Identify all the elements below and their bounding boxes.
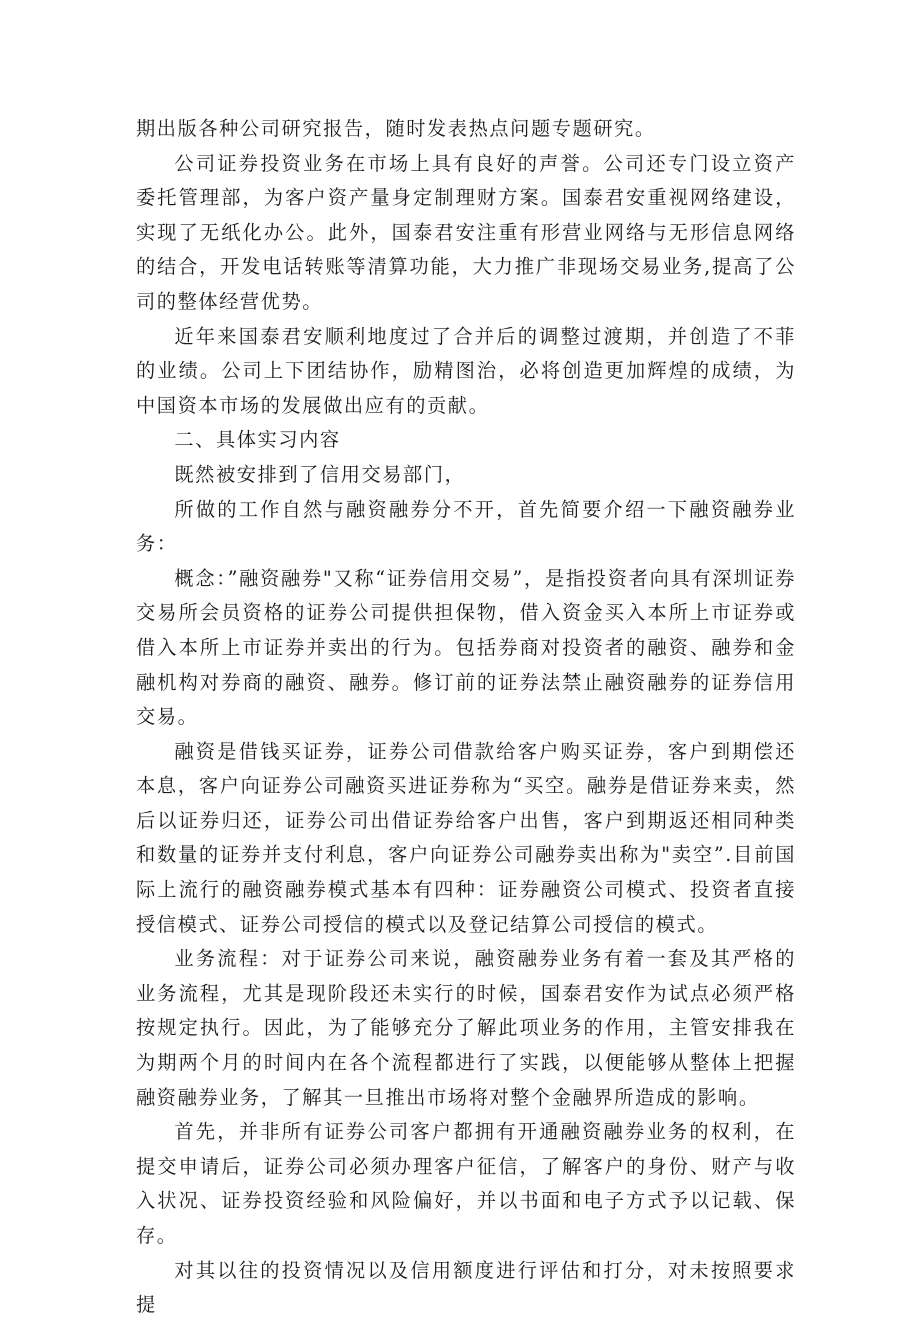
paragraph-company-performance: 近年来国泰君安顺利地度过了合并后的调整过渡期，并创造了不菲的业绩。公司上下团结协作，励精图治，必将创造更加辉煌的成绩，为中国资本市场的发展做出应有的贡献。 xyxy=(136,324,796,417)
document-body xyxy=(136,112,796,1323)
paragraph-department: 既然被安排到了信用交易部门， xyxy=(174,462,466,486)
paragraph-intro-margin: 所做的工作自然与融资融券分不开，首先简要介绍一下融资融券业务： xyxy=(136,497,796,556)
paragraph-continued: 期出版各种公司研究报告，随时发表热点问题专题研究。 xyxy=(136,117,656,140)
paragraph-first-step: 首先，并非所有证券公司客户都拥有开通融资融券业务的权利，在提交申请后，证券公司必须办理客户征信，了解客户的身份、财产与收入状况、证券投资经验和风险偏好，并以书面和电子方式予以记载、保存。 xyxy=(136,1120,796,1247)
paragraph-evaluation: 对其以往的投资情况以及信用额度进行评估和打分，对未按照要求提 xyxy=(136,1258,796,1317)
paragraph-concept: 概念：”融资融券"又称“证券信用交易”，是指投资者向具有深圳证券交易所会员资格的证券公司提供担保物，借入资金买入本所上市证券或借入本所上市证券并卖出的行为。包括券商对投资者的融资、融券和金融机构对券商的融资、融券。修订前的证券法禁止融资融券的证券信用交易。 xyxy=(136,566,796,729)
section-heading-internship-content: 二、具体实习内容 xyxy=(174,428,341,452)
paragraph-company-business: 公司证券投资业务在市场上具有良好的声誉。公司还专门设立资产委托管理部，为客户资产量身定制理财方案。国泰君安重视网络建设，实现了无纸化办公。此外，国泰君安注重有形营业网络与无形信息网络的结合，开发电话转账等清算功能，大力推广非现场交易业务,提高了公司的整体经营优势。 xyxy=(136,151,796,313)
paragraph-margin-explained: 融资是借钱买证券，证券公司借款给客户购买证券，客户到期偿还本息，客户向证券公司融资买进证券称为“买空。融券是借证券来卖，然后以证券归还，证券公司出借证券给客户出售，客户到期返还相同种类和数量的证券并支付利息，客户向证券公司融券卖出称为"卖空”.目前国际上流行的融资融券模式基本有四种：证券融资公司模式、投资者直接授信模式、证券公司授信的模式以及登记结算公司授信的模式。 xyxy=(136,739,796,936)
paragraph-business-process: 业务流程：对于证券公司来说，融资融券业务有着一套及其严格的业务流程，尤其是现阶段还未实行的时候，国泰君安作为试点必须严格按规定执行。因此，为了能够充分了解此项业务的作用，主管安排我在为期两个月的时间内在各个流程都进行了实践，以便能够从整体上把握融资融券业务，了解其一旦推出市场将对整个金融界所造成的影响。 xyxy=(136,947,796,1109)
